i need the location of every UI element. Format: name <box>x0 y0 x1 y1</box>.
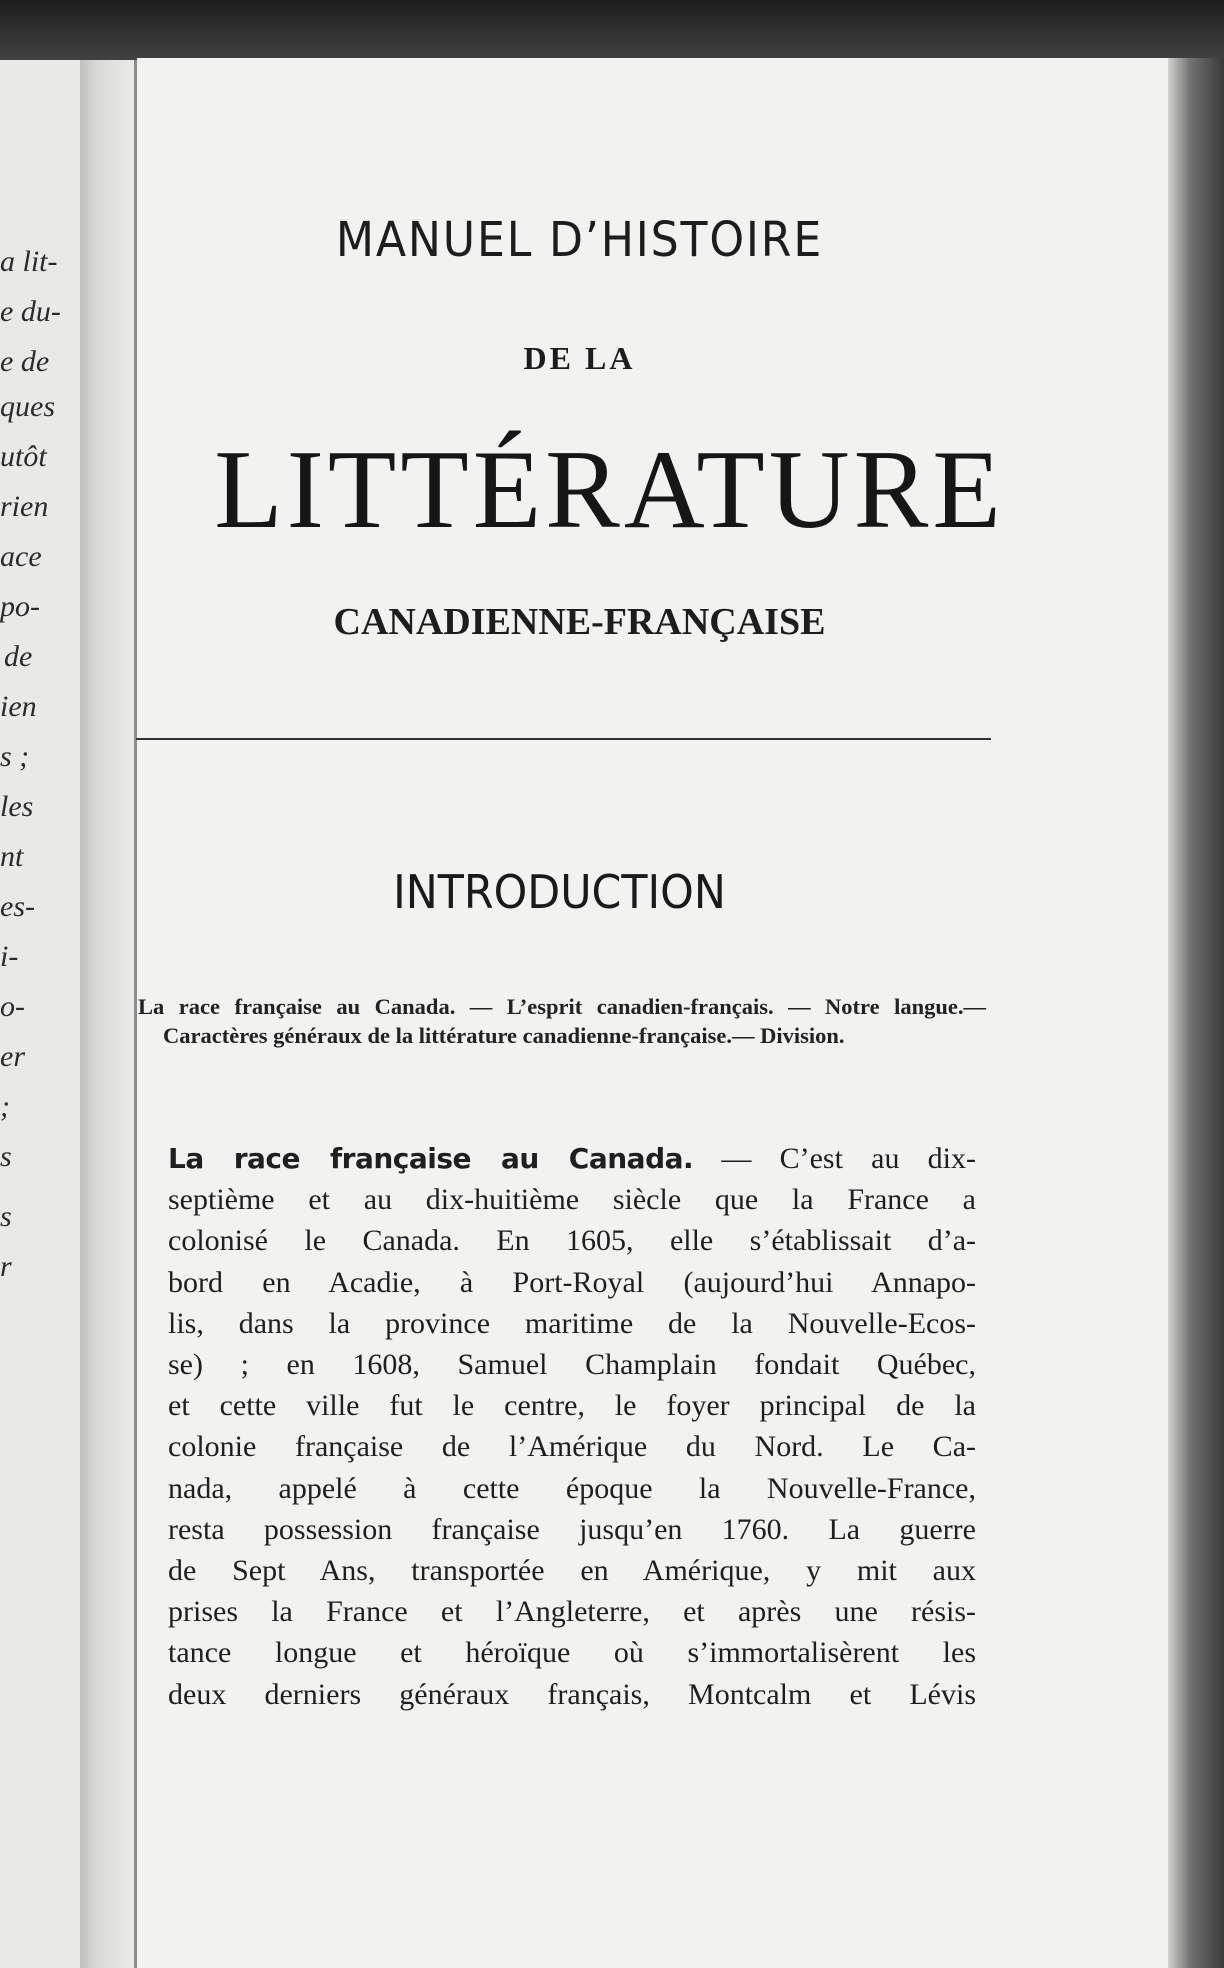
body-line: colonie française de l’Amérique du Nord. Le Ca- <box>168 1430 976 1464</box>
body-line: resta possession française jusqu’en 1760. La guerre <box>168 1512 976 1546</box>
chapter-summary <box>138 992 986 1050</box>
body-line: — C’est au dix- <box>693 1142 976 1175</box>
facing-page-fragment: de <box>4 640 33 673</box>
body-line: prises la France et l’Angleterre, et après une résis- <box>168 1595 976 1629</box>
title-line-canadienne-francaise: CANADIENNE-FRANÇAISE <box>333 601 826 643</box>
facing-page-fragment: o- <box>0 990 25 1023</box>
facing-page-fragment: s <box>0 1200 12 1233</box>
facing-page-fragment: ques <box>0 390 55 423</box>
facing-page-fragment: po- <box>0 590 40 623</box>
body-line: et cette ville fut le centre, le foyer principal de la <box>168 1389 976 1423</box>
run-in-heading: La race française au Canada. <box>168 1142 694 1175</box>
scan-border-right <box>1168 58 1224 1968</box>
body-line: septième et au dix-huitième siècle que la France a <box>168 1183 976 1217</box>
facing-page-fragment: es- <box>0 890 35 923</box>
facing-page-fragment: rien <box>0 490 49 523</box>
body-line: de Sept Ans, transportée en Amérique, y mit aux <box>168 1554 976 1588</box>
facing-page-fragment: s ; <box>0 740 30 773</box>
facing-page-fragment: r <box>0 1250 12 1283</box>
facing-page-fragment: i- <box>0 940 19 973</box>
title-line-de-la: DE LA <box>523 340 636 376</box>
facing-page-fragment: er <box>0 1040 25 1073</box>
facing-page-fragment: ace <box>0 540 42 573</box>
body-paragraph <box>168 1138 976 1715</box>
body-line: colonisé le Canada. En 1605, elle s’établissait d’a- <box>168 1224 976 1258</box>
body-line: lis, dans la province maritime de la Nouvelle-Ecos- <box>168 1306 976 1340</box>
body-line-first <box>168 1138 976 1179</box>
facing-page-fragment: utôt <box>0 440 47 473</box>
chapter-summary-text: La race française au Canada. — L’esprit canadien-français. — Notre langue.— Caractères généraux de la littérature canadienne-française.— Division. <box>138 994 986 1048</box>
facing-page-fragment: e du- <box>0 295 61 328</box>
title-line-manuel: MANUEL D’HISTOIRE <box>335 212 824 268</box>
facing-page-fragment: s <box>0 1140 12 1173</box>
facing-page-fragment: a lit- <box>0 245 58 278</box>
title-divider <box>136 738 991 740</box>
section-heading: INTRODUCTION <box>393 865 726 919</box>
body-line: tance longue et héroïque où s’immortalisèrent les <box>168 1636 976 1670</box>
facing-page-fragment: nt <box>0 840 24 873</box>
facing-page-fragment: ien <box>0 690 37 723</box>
facing-page-fragment: les <box>0 790 34 823</box>
body-line: nada, appelé à cette époque la Nouvelle-France, <box>168 1471 976 1505</box>
facing-page-fragment: e de <box>0 345 50 378</box>
title-line-litterature: LITTÉRATURE <box>214 428 1005 552</box>
body-line: se) ; en 1608, Samuel Champlain fondait Québec, <box>168 1348 976 1382</box>
facing-page-fragment: ; <box>0 1090 10 1123</box>
body-line: bord en Acadie, à Port-Royal (aujourd’hui Annapo- <box>168 1265 976 1299</box>
body-line: deux derniers généraux français, Montcalm et Lévis <box>168 1677 976 1711</box>
